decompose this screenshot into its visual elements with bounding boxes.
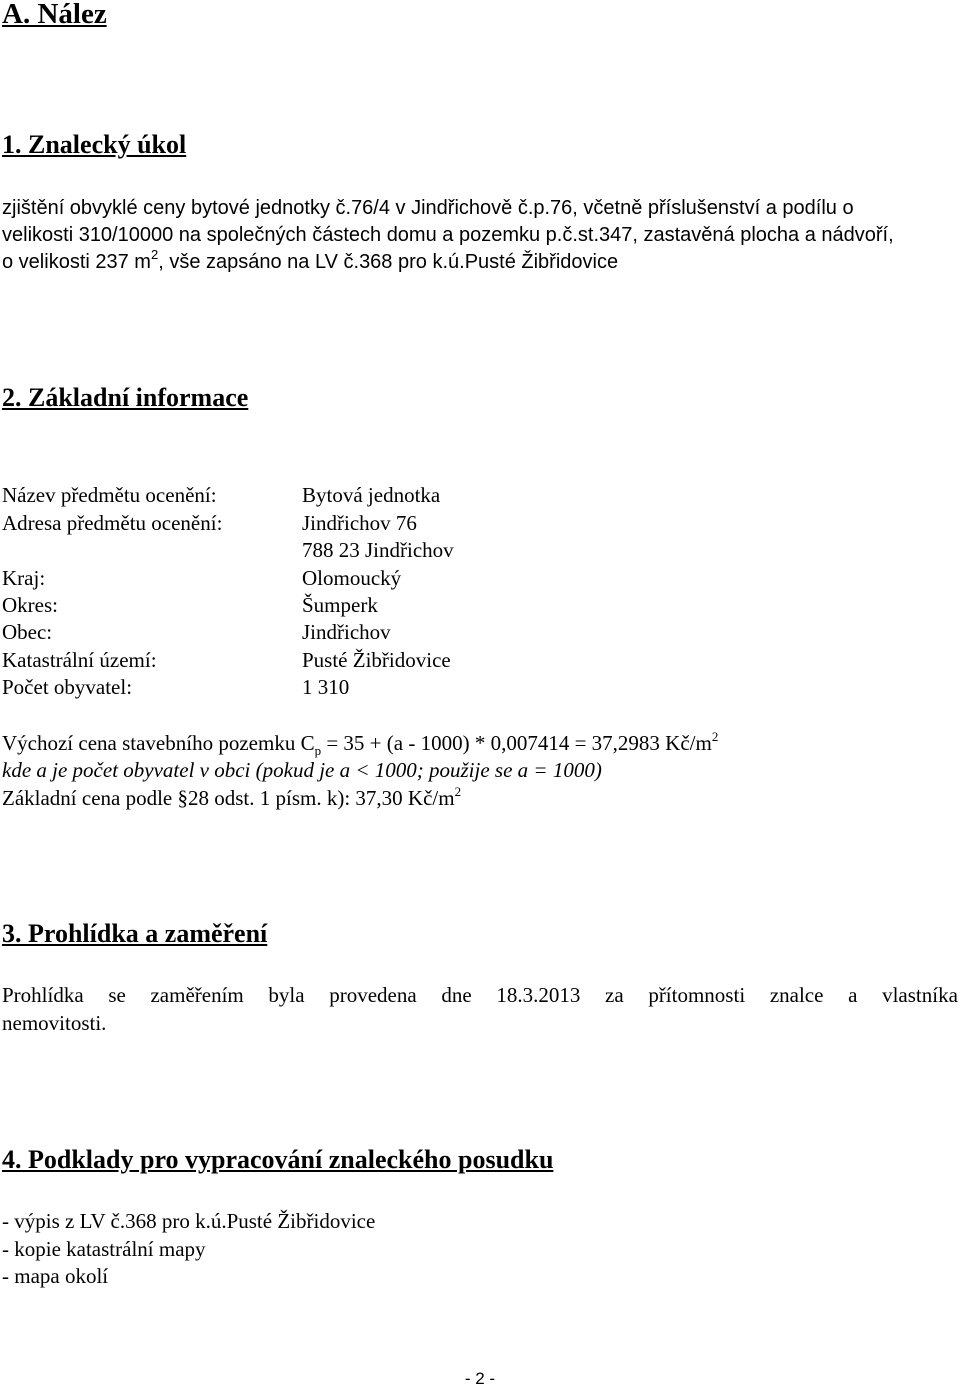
section1-line3-b: , vše zapsáno na LV č.368 pro k.ú.Pusté Žibřidovice	[158, 251, 619, 273]
info-label: Adresa předmětu ocenění:	[2, 511, 223, 535]
section4-title: 4. Podklady pro vypracování znaleckého posudku	[2, 1145, 554, 1174]
word: byla	[268, 983, 305, 1007]
section1-title: 1. Znalecký úkol	[2, 130, 187, 159]
base-price-line	[2, 786, 461, 811]
section2-title: 2. Základní informace	[2, 383, 249, 412]
list-item: - kopie katastrální mapy	[2, 1237, 206, 1261]
word: a	[848, 983, 858, 1007]
info-value: Šumperk	[302, 593, 378, 617]
formula-a: Výchozí cena stavebního pozemku C	[2, 731, 315, 755]
base-price-sup: 2	[454, 784, 462, 799]
info-label: Kraj:	[2, 566, 46, 590]
section3-title: 3. Prohlídka a zaměření	[2, 919, 268, 948]
base-price-a: Základní cena podle §28 odst. 1 písm. k): 37,30 Kč/m	[2, 786, 455, 810]
formula-note: kde a je počet obyvatel v obci (pokud je a < 1000; použije se a = 1000)	[2, 758, 602, 782]
heading-a: A. Nález	[2, 0, 107, 30]
word: 18.3.2013	[496, 983, 581, 1007]
formula-sup: 2	[711, 729, 719, 744]
info-label: Název předmětu ocenění:	[2, 483, 217, 507]
word: vlastníka	[882, 983, 958, 1007]
info-value: Olomoucký	[302, 566, 402, 590]
info-value: Pusté Žibřidovice	[302, 648, 451, 672]
list-item: - mapa okolí	[2, 1264, 109, 1288]
info-value: 1 310	[302, 675, 350, 699]
formula-b: = 35 + (a - 1000) * 0,007414 = 37,2983 Kč/m	[321, 731, 712, 755]
formula-line	[2, 731, 718, 756]
list-item: - výpis z LV č.368 pro k.ú.Pusté Žibřidovice	[2, 1209, 376, 1233]
section1-line3	[2, 249, 618, 277]
section1-line3-a: o velikosti 237 m	[2, 251, 151, 273]
word: se	[108, 983, 126, 1007]
section1-line2: velikosti 310/10000 na společných částech domu a pozemku p.č.st.347, zastavěná plocha a nádvoří,	[2, 224, 894, 246]
word: Prohlídka	[2, 983, 84, 1007]
info-value: Jindřichov	[302, 620, 391, 644]
info-label: Okres:	[2, 593, 58, 617]
section1-line3-sup: 2	[150, 247, 159, 262]
info-label: Obec:	[2, 620, 53, 644]
page-number: - 2 -	[464, 1369, 496, 1388]
info-label: Katastrální území:	[2, 648, 157, 672]
word: přítomnosti	[648, 983, 746, 1007]
info-label: Počet obyvatel:	[2, 675, 133, 699]
info-value: Bytová jednotka	[302, 483, 441, 507]
formula-sub: p	[314, 743, 322, 758]
word: znalce	[769, 983, 824, 1007]
word: dne	[441, 983, 472, 1007]
word: za	[605, 983, 624, 1007]
section3-line1	[2, 983, 958, 1008]
word: zaměřením	[150, 983, 244, 1007]
section1-line1: zjištění obvyklé ceny bytové jednotky č.76/4 v Jindřichově č.p.76, včetně příslušenství a podílu o	[2, 197, 854, 219]
info-value: Jindřichov 76	[302, 511, 417, 535]
info-value: 788 23 Jindřichov	[302, 538, 454, 562]
section3-line2: nemovitosti.	[2, 1011, 107, 1035]
word: provedena	[329, 983, 417, 1007]
